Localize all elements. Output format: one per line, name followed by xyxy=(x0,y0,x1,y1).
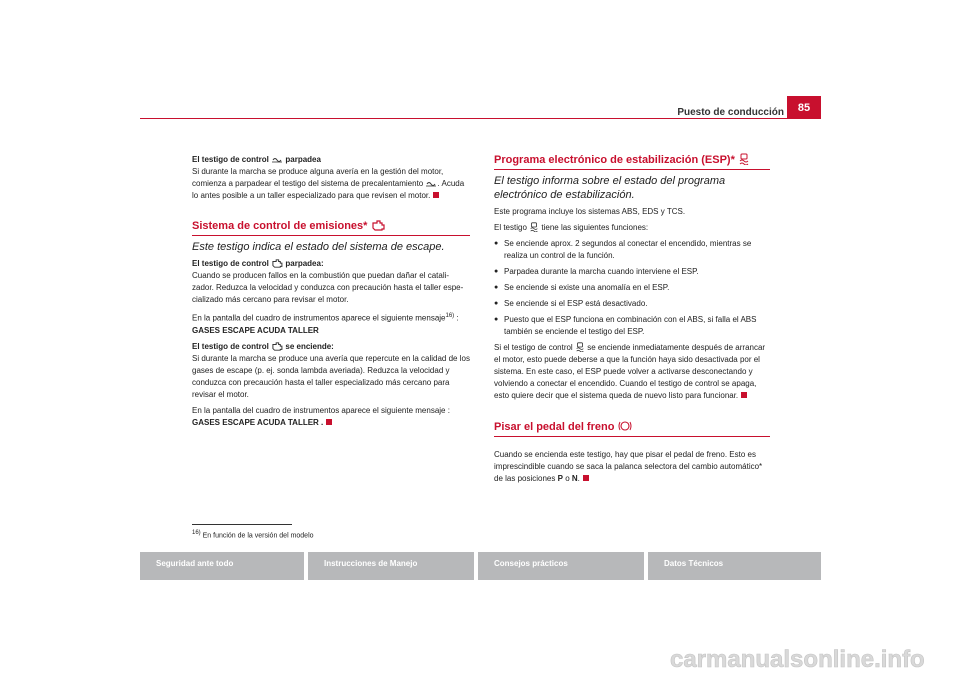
esp-skid-icon xyxy=(529,222,539,232)
display-text: En la pantalla del cuadro de instrumentos aparece el siguiente mensaje xyxy=(192,313,446,323)
footnote-ref: 16) xyxy=(192,530,201,536)
subhead-tail: parpadea: xyxy=(285,259,324,268)
period: . xyxy=(577,474,580,483)
tab-instrucciones[interactable]: Instrucciones de Manejo xyxy=(308,552,474,580)
end-mark xyxy=(583,475,589,481)
watermark xyxy=(668,644,958,674)
functions-pre: El testigo xyxy=(494,223,527,232)
subhead-tail: parpadea xyxy=(285,155,321,164)
footnote-ref: 16) xyxy=(445,313,455,319)
list-item: ● Se enciende si existe una anomalía en el ESP. xyxy=(494,282,770,294)
engine-check-icon xyxy=(271,342,283,351)
functions-post: tiene las siguientes funciones: xyxy=(541,223,649,232)
subhead-emissions-on xyxy=(192,341,470,353)
footnote-text: En función de la versión del modelo xyxy=(202,532,314,540)
footnote-rule xyxy=(192,524,292,525)
esp-section-title xyxy=(494,153,770,170)
esp-skid-icon xyxy=(575,342,585,352)
end-mark xyxy=(741,392,747,398)
left-column xyxy=(192,154,470,433)
subhead-text: El testigo de control xyxy=(192,341,269,351)
subhead-preheat-blink xyxy=(192,154,470,166)
emissions-on-text: Si durante la marcha se produce una avería que repercute en la calidad de los gases de escape (p. ej. sonda lambda averiada). Reduzca la velocidad y conduzca con precaución hasta el taller especializado más cercano para revisar el motor. xyxy=(192,353,470,399)
emissions-display-paragraph xyxy=(192,310,470,325)
brake-paragraph xyxy=(494,449,770,485)
catalyst-warning-icon xyxy=(271,156,283,164)
header-title: Puesto de conducción xyxy=(677,107,784,118)
brake-text: Cuando se encienda este testigo, hay que pisar el pedal de freno. Esto es imprescindible cuando se saca la palanca selectora del cambio automático* de las posiciones xyxy=(494,450,763,483)
preheat-text-tail: . Acuda lo antes posible a un taller especializado para que revisen el motor. xyxy=(192,179,465,200)
emissions-on-display: En la pantalla del cuadro de instrumentos aparece el siguiente mensaje : xyxy=(192,405,450,415)
esp-skid-icon xyxy=(738,153,750,165)
esp-functions-list xyxy=(494,238,770,338)
list-item: ● Parpadea durante la marcha cuando interviene el ESP. xyxy=(494,266,770,278)
tab-seguridad[interactable]: Seguridad ante todo xyxy=(140,552,304,580)
right-column xyxy=(494,153,770,489)
engine-check-icon xyxy=(371,220,385,231)
subhead-text: El testigo de control xyxy=(192,155,269,164)
message-text: GASES ESCAPE ACUDA TALLER . xyxy=(192,417,324,427)
subhead-text: El testigo de control xyxy=(192,259,269,268)
footnote xyxy=(192,530,314,539)
preheat-text: Si durante la marcha se produce alguna avería en la gestión del motor, comienza a parpadear el testigo del sistema de precalentamiento xyxy=(192,167,444,188)
end-mark xyxy=(326,419,332,425)
conjunction: o xyxy=(565,474,570,483)
tab-datos[interactable]: Datos Técnicos xyxy=(648,552,821,580)
esp-functions-line xyxy=(494,222,770,234)
header-rule xyxy=(140,118,821,119)
emissions-title-text: Sistema de control de emisiones* xyxy=(192,220,368,232)
esp-intro: Este programa incluye los sistemas ABS, EDS y TCS. xyxy=(494,207,686,216)
emissions-blink-text: Cuando se producen fallos en la combustión que puedan dañar el catali-zador. Reduzca la velocidad y conduzca con precaución hasta el taller espe-cializado más cercano para revisar el motor. xyxy=(192,271,464,304)
list-item: ● Se enciende si el ESP está desactivado. xyxy=(494,298,770,310)
subhead-tail: se enciende: xyxy=(285,341,334,351)
esp-title-text: Programa electrónico de estabilización (ESP)* xyxy=(494,154,735,166)
emissions-section-title xyxy=(192,220,470,236)
tab-consejos[interactable]: Consejos prácticos xyxy=(478,552,644,580)
watermark-text: carmanualsonline.info xyxy=(670,646,925,673)
emissions-subtitle: Este testigo indica el estado del sistema de escape. xyxy=(192,241,445,253)
position-p: P xyxy=(557,474,563,483)
engine-check-icon xyxy=(271,259,283,268)
display-message-2 xyxy=(192,417,470,429)
list-item: ● Se enciende aprox. 2 segundos al conectar el encendido, mientras se realiza un control de la función. xyxy=(494,238,770,262)
subhead-emissions-blink xyxy=(192,258,470,270)
list-item: ● Puesto que el ESP funciona en combinación con el ABS, si falla el ABS también se enciende el testigo del ESP. xyxy=(494,314,770,338)
page-number: 85 xyxy=(787,96,821,118)
section-nav xyxy=(140,552,821,580)
end-mark xyxy=(433,192,439,198)
brake-pedal-icon xyxy=(618,420,632,432)
warning-post: se enciende inmediatamente después de arrancar el motor, esto puede deberse a que la función haya sido desactivada por el sistema. En este caso, el ESP puede volver a activarse desconectando y volviendo a conectar el encendido. Cuando el testigo de control se apaga, esto quiere decir que el sistema queda de nuevo listo para funcionar. xyxy=(494,343,766,400)
preheat-icon xyxy=(425,180,437,188)
esp-subtitle: El testigo informa sobre el estado del programa electrónico de estabilización. xyxy=(494,175,726,201)
esp-warning-paragraph xyxy=(494,342,770,402)
brake-section-title xyxy=(494,420,770,437)
position-n: N xyxy=(571,474,578,483)
brake-title-text: Pisar el pedal del freno xyxy=(494,421,615,433)
display-tail: : xyxy=(454,313,459,323)
warning-pre: Si el testigo de control xyxy=(494,343,573,352)
display-message: GASES ESCAPE ACUDA TALLER xyxy=(192,325,319,335)
preheat-paragraph xyxy=(192,166,470,202)
